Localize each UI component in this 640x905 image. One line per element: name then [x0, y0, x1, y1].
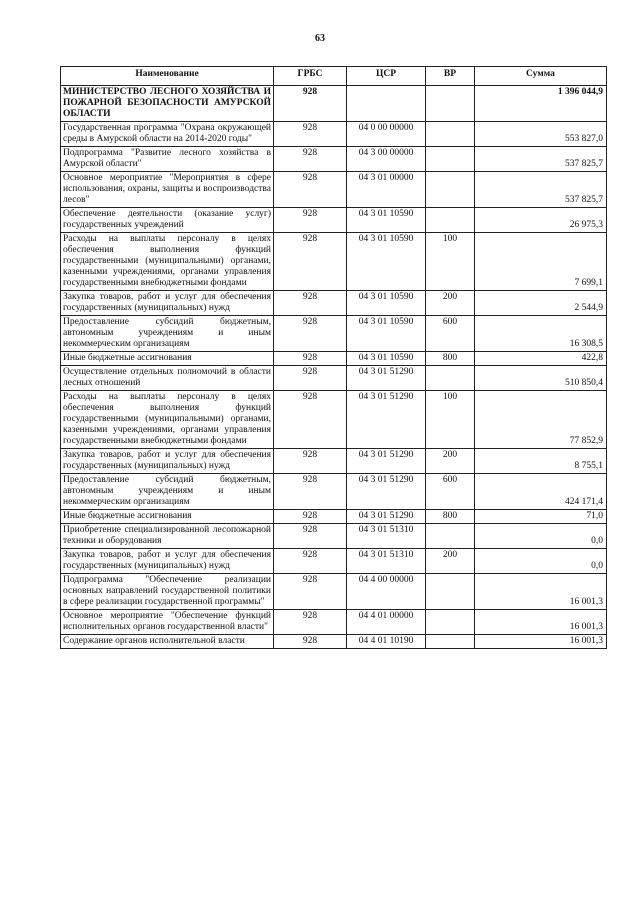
header-sum: Сумма: [475, 67, 607, 86]
cell-sum: 1 396 044,9: [475, 86, 607, 122]
cell-vr: 800: [426, 510, 475, 524]
cell-grbs: 928: [274, 233, 347, 291]
table-row: [61, 86, 607, 122]
table-row: [61, 352, 607, 366]
cell-sum: 537 825,7: [475, 172, 607, 208]
cell-name: Расходы на выплаты персоналу в целях обеспечения выполнения функций государственными (муниципальными) органами, казенными учреждениями, органами управления государственными внебюджетными фондами: [61, 233, 274, 291]
cell-grbs: 928: [274, 474, 347, 510]
cell-sum: 16 001,3: [475, 635, 607, 649]
header-vr: ВР: [426, 67, 475, 86]
cell-name: Иные бюджетные ассигнования: [61, 352, 274, 366]
cell-grbs: 928: [274, 449, 347, 474]
cell-name: Подпрограмма "Обеспечение реализации основных направлений государственной политики в сфере реализации государственной программы": [61, 574, 274, 610]
cell-grbs: 928: [274, 352, 347, 366]
cell-name: Предоставление субсидий бюджетным, автономным учреждениям и иным некоммерческим организациям: [61, 316, 274, 352]
cell-sum: 7 699,1: [475, 233, 607, 291]
cell-csr: 04 3 01 10590: [347, 291, 426, 316]
cell-vr: [426, 147, 475, 172]
cell-vr: 200: [426, 291, 475, 316]
cell-sum: 16 308,5: [475, 316, 607, 352]
cell-vr: [426, 366, 475, 391]
cell-vr: [426, 122, 475, 147]
cell-sum: 424 171,4: [475, 474, 607, 510]
table-row: [61, 366, 607, 391]
cell-name: Приобретение специализированной лесопожарной техники и оборудования: [61, 524, 274, 549]
cell-csr: 04 3 01 51310: [347, 524, 426, 549]
table-row: [61, 574, 607, 610]
cell-csr: 04 3 00 00000: [347, 147, 426, 172]
cell-sum: 422,8: [475, 352, 607, 366]
table-row: [61, 233, 607, 291]
cell-csr: 04 3 01 10590: [347, 208, 426, 233]
cell-vr: 100: [426, 233, 475, 291]
table-row: [61, 291, 607, 316]
cell-grbs: 928: [274, 391, 347, 449]
cell-name: Закупка товаров, работ и услуг для обеспечения государственных (муниципальных) нужд: [61, 291, 274, 316]
cell-vr: [426, 86, 475, 122]
cell-vr: [426, 574, 475, 610]
cell-vr: 100: [426, 391, 475, 449]
table-row: [61, 635, 607, 649]
cell-name: Предоставление субсидий бюджетным, автономным учреждениям и иным некоммерческим организациям: [61, 474, 274, 510]
cell-sum: 0,0: [475, 549, 607, 574]
cell-sum: 2 544,9: [475, 291, 607, 316]
table-row: [61, 208, 607, 233]
table-header-row: [61, 67, 607, 86]
cell-grbs: 928: [274, 366, 347, 391]
cell-grbs: 928: [274, 549, 347, 574]
cell-vr: [426, 208, 475, 233]
cell-sum: 0,0: [475, 524, 607, 549]
cell-name: Основное мероприятие "Мероприятия в сфере использования, охраны, защиты и воспроизводства лесов": [61, 172, 274, 208]
table-row: [61, 449, 607, 474]
cell-sum: 26 975,3: [475, 208, 607, 233]
cell-grbs: 928: [274, 574, 347, 610]
cell-grbs: 928: [274, 86, 347, 122]
cell-csr: 04 4 00 00000: [347, 574, 426, 610]
cell-vr: [426, 610, 475, 635]
cell-grbs: 928: [274, 635, 347, 649]
table-row: [61, 524, 607, 549]
table-row: [61, 549, 607, 574]
cell-name: Закупка товаров, работ и услуг для обеспечения государственных (муниципальных) нужд: [61, 449, 274, 474]
cell-csr: 04 4 01 10190: [347, 635, 426, 649]
cell-vr: [426, 524, 475, 549]
cell-name: Расходы на выплаты персоналу в целях обеспечения выполнения функций государственными (муниципальными) органами, казенными учреждениями, органами управления государственными внебюджетными фондами: [61, 391, 274, 449]
cell-sum: 16 001,3: [475, 574, 607, 610]
header-csr: ЦСР: [347, 67, 426, 86]
cell-name: Обеспечение деятельности (оказание услуг) государственных учреждений: [61, 208, 274, 233]
cell-name: МИНИСТЕРСТВО ЛЕСНОГО ХОЗЯЙСТВА И ПОЖАРНОЙ БЕЗОПАСНОСТИ АМУРСКОЙ ОБЛАСТИ: [61, 86, 274, 122]
cell-name: Закупка товаров, работ и услуг для обеспечения государственных (муниципальных) нужд: [61, 549, 274, 574]
table-row: [61, 147, 607, 172]
cell-csr: 04 3 01 51290: [347, 474, 426, 510]
cell-grbs: 928: [274, 316, 347, 352]
cell-csr: 04 3 01 00000: [347, 172, 426, 208]
header-name: Наименование: [61, 67, 274, 86]
cell-grbs: 928: [274, 610, 347, 635]
cell-sum: 537 825,7: [475, 147, 607, 172]
cell-grbs: 928: [274, 524, 347, 549]
cell-sum: 8 755,1: [475, 449, 607, 474]
cell-csr: 04 3 01 10590: [347, 352, 426, 366]
cell-grbs: 928: [274, 291, 347, 316]
table-body: [61, 86, 607, 649]
cell-name: Основное мероприятие "Обеспечение функций исполнительных органов государственной власти": [61, 610, 274, 635]
cell-csr: 04 3 01 51310: [347, 549, 426, 574]
table-row: [61, 172, 607, 208]
cell-sum: 510 850,4: [475, 366, 607, 391]
cell-csr: 04 3 01 51290: [347, 366, 426, 391]
table-row: [61, 316, 607, 352]
cell-csr: 04 0 00 00000: [347, 122, 426, 147]
table-row: [61, 474, 607, 510]
cell-grbs: 928: [274, 172, 347, 208]
cell-sum: 71,0: [475, 510, 607, 524]
table-row: [61, 610, 607, 635]
cell-csr: 04 3 01 10590: [347, 233, 426, 291]
cell-grbs: 928: [274, 208, 347, 233]
cell-vr: 600: [426, 316, 475, 352]
cell-csr: 04 3 01 10590: [347, 316, 426, 352]
cell-csr: 04 4 01 00000: [347, 610, 426, 635]
cell-name: Подпрограмма "Развитие лесного хозяйства в Амурской области": [61, 147, 274, 172]
cell-grbs: 928: [274, 510, 347, 524]
page-number: 63: [315, 33, 325, 44]
cell-grbs: 928: [274, 147, 347, 172]
cell-vr: 600: [426, 474, 475, 510]
budget-table: [60, 66, 607, 649]
table-row: [61, 510, 607, 524]
cell-csr: 04 3 01 51290: [347, 510, 426, 524]
cell-vr: 200: [426, 549, 475, 574]
cell-name: Содержание органов исполнительной власти: [61, 635, 274, 649]
cell-vr: 800: [426, 352, 475, 366]
cell-name: Государственная программа "Охрана окружающей среды в Амурской области на 2014-2020 годы": [61, 122, 274, 147]
cell-sum: 16 001,3: [475, 610, 607, 635]
table-row: [61, 391, 607, 449]
cell-sum: 553 827,0: [475, 122, 607, 147]
header-grbs: ГРБС: [274, 67, 347, 86]
cell-grbs: 928: [274, 122, 347, 147]
table-row: [61, 122, 607, 147]
cell-vr: [426, 635, 475, 649]
cell-name: Осуществление отдельных полномочий в области лесных отношений: [61, 366, 274, 391]
cell-name: Иные бюджетные ассигнования: [61, 510, 274, 524]
cell-vr: 200: [426, 449, 475, 474]
cell-vr: [426, 172, 475, 208]
cell-csr: 04 3 01 51290: [347, 391, 426, 449]
cell-csr: 04 3 01 51290: [347, 449, 426, 474]
cell-csr: [347, 86, 426, 122]
cell-sum: 77 852,9: [475, 391, 607, 449]
